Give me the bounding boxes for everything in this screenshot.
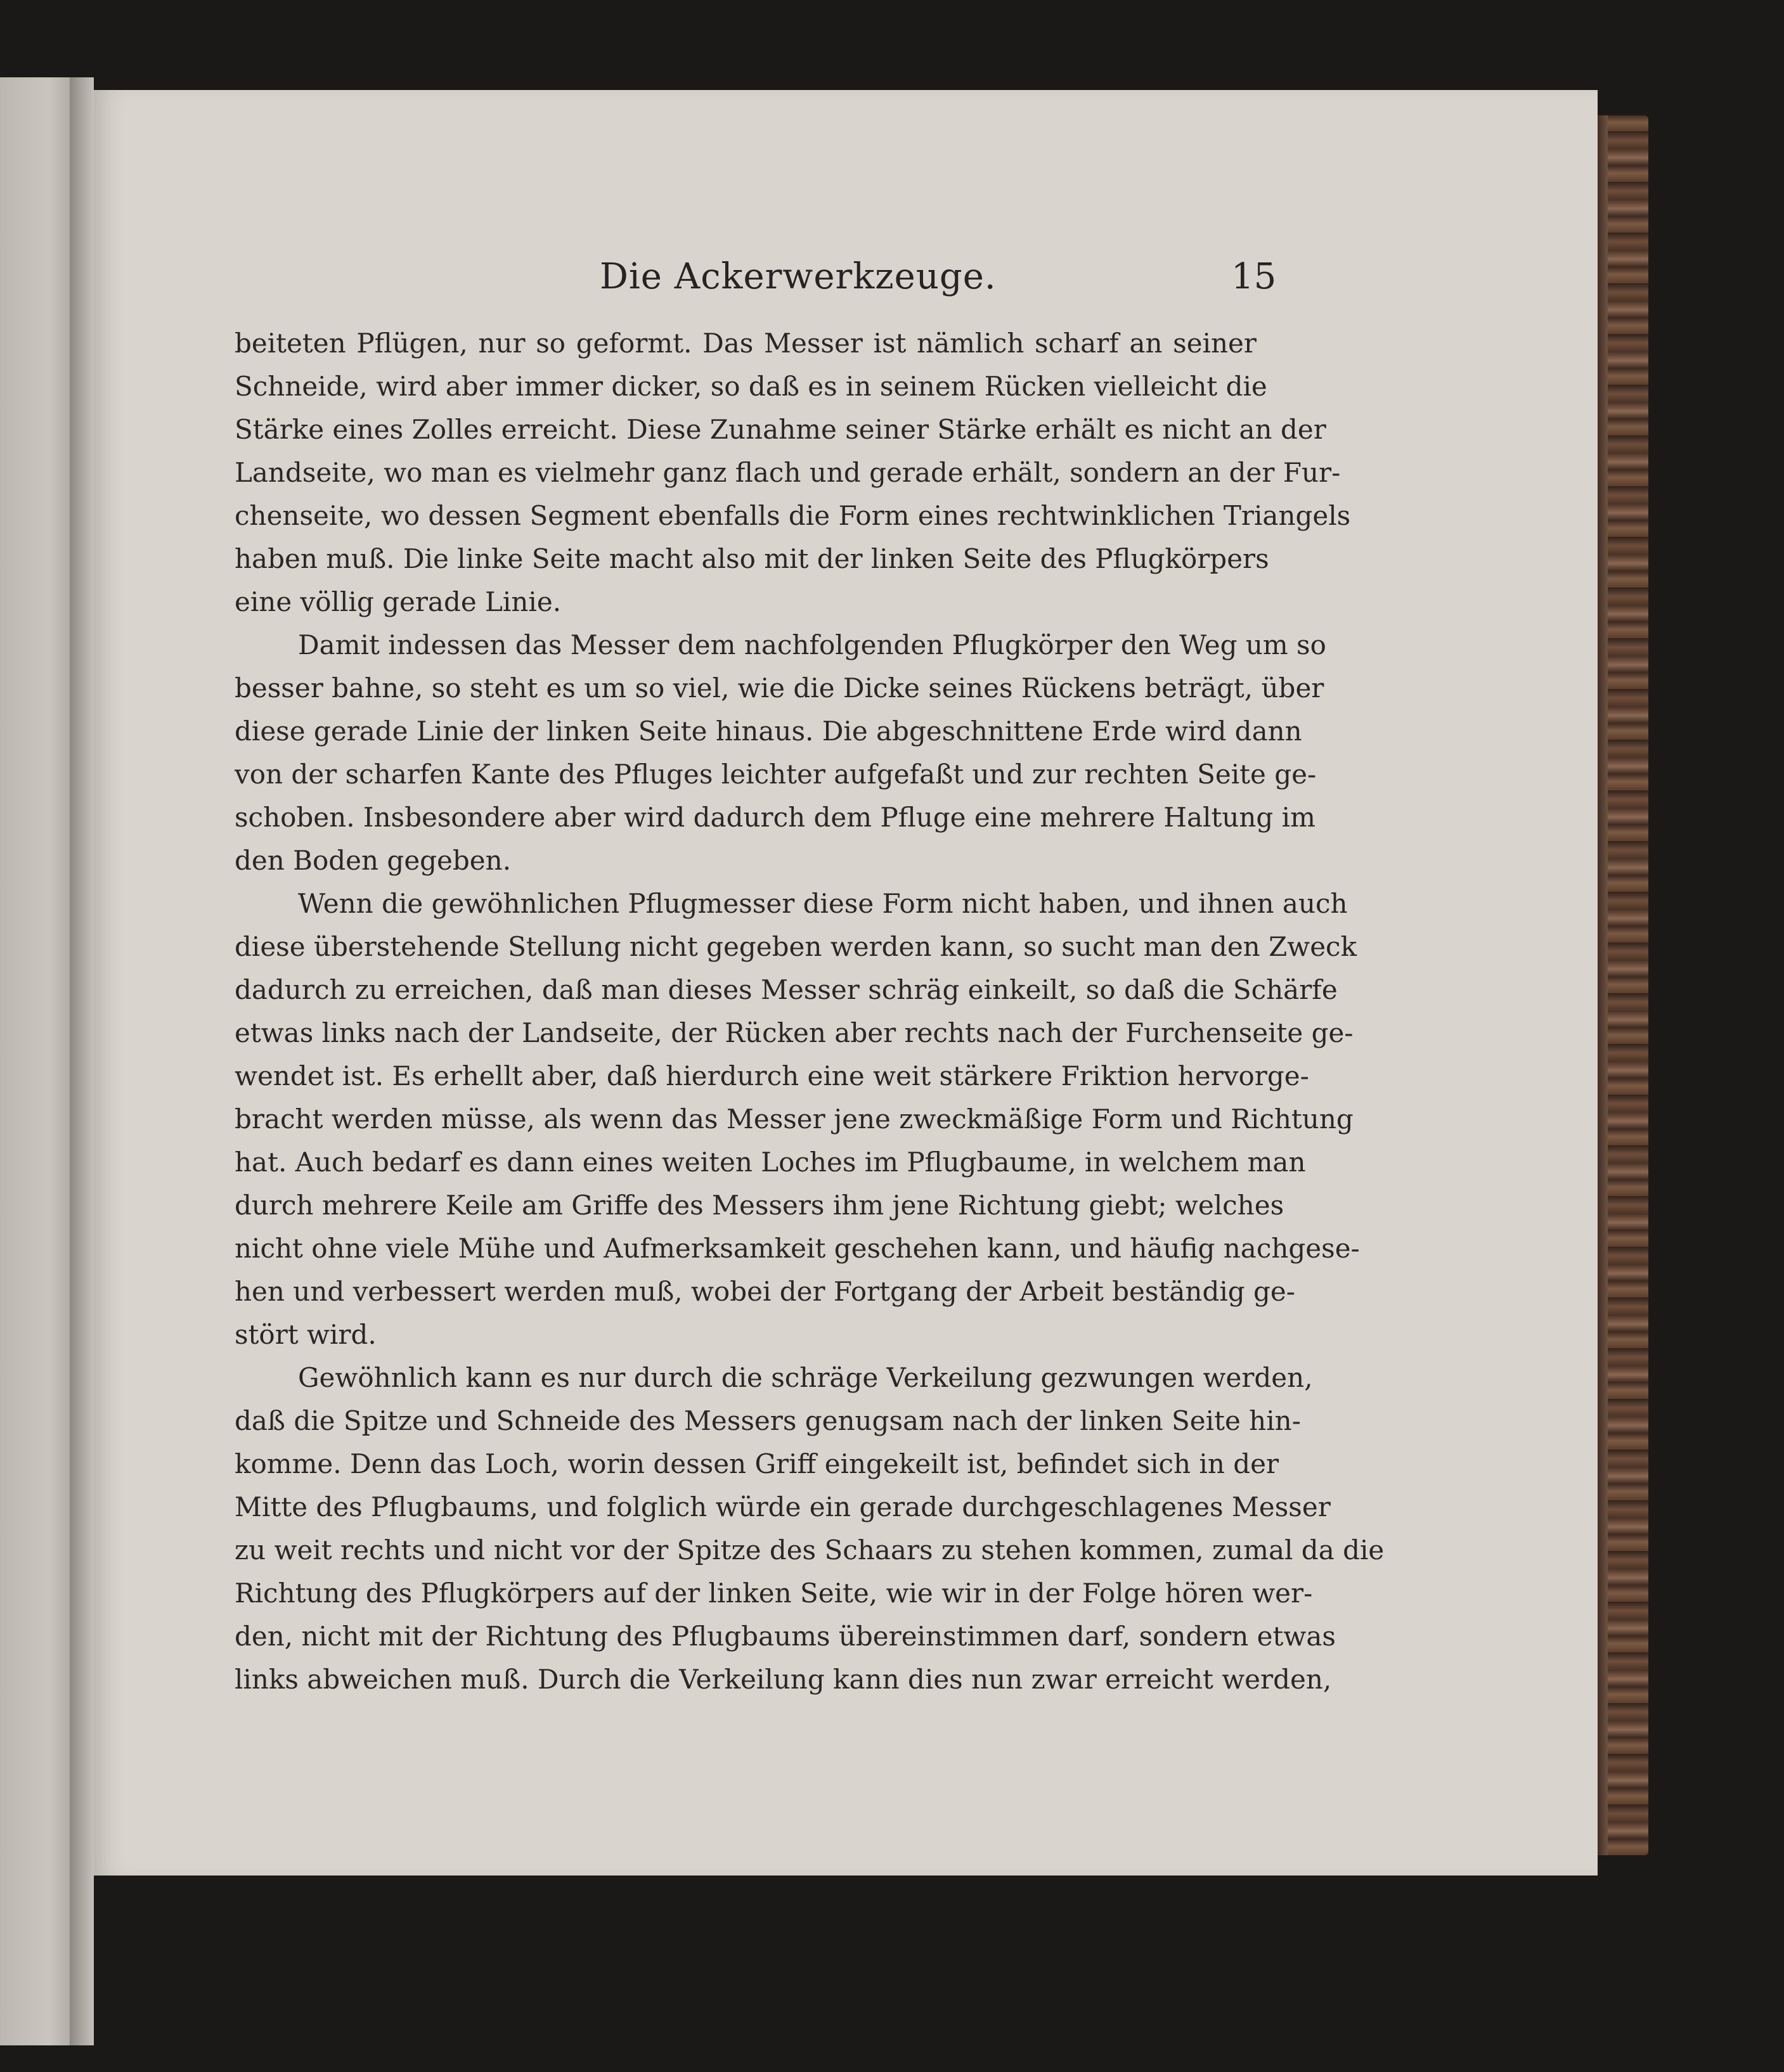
text-line: stört wird.: [235, 1319, 377, 1350]
text-line: schoben. Insbesondere aber wird dadurch dem Pfluge eine mehrere Haltung im: [235, 802, 1315, 833]
text-line: Landseite, wo man es vielmehr ganz flach und gerade erhält, sondern an der Fur-: [235, 457, 1341, 488]
text-line: hen und verbessert werden muß, wobei der Fortgang der Arbeit beständig ge-: [235, 1276, 1295, 1307]
text-line: Richtung des Pflugkörpers auf der linken Seite, wie wir in der Folge hören wer-: [235, 1578, 1313, 1609]
running-head: [94, 256, 1598, 319]
text-line: zu weit rechts und nicht vor der Spitze des Schaars zu stehen kommen, zumal da die: [235, 1535, 1385, 1566]
text-line: den Boden gegeben.: [235, 845, 512, 876]
text-line: besser bahne, so steht es um so viel, wie die Dicke seines Rückens beträgt, über: [235, 672, 1324, 704]
text-line: Mitte des Pflugbaums, und folglich würde ein gerade durchgeschlagenes Messer: [235, 1491, 1331, 1522]
text-line: Stärke eines Zolles erreicht. Diese Zunahme seiner Stärke erhält es nicht an der: [235, 414, 1326, 445]
text-line: Damit indessen das Messer dem nachfolgenden Pflugkörper den Weg um so: [298, 629, 1326, 660]
text-line: etwas links nach der Landseite, der Rücken aber rechts nach der Furchenseite ge-: [235, 1017, 1354, 1048]
text-line: bracht werden müsse, als wenn das Messer jene zweckmäßige Form und Richtung: [235, 1104, 1354, 1135]
text-line: beiteten Pflügen, nur so geformt. Das Messer ist nämlich scharf an seiner: [235, 328, 1257, 359]
text-line: eine völlig gerade Linie.: [235, 586, 562, 617]
body-text: [235, 322, 1385, 1701]
text-line: nicht ohne viele Mühe und Aufmerksamkeit geschehen kann, und häufig nachgese-: [235, 1233, 1360, 1264]
text-line: wendet ist. Es erhellt aber, daß hierdurch eine weit stärkere Friktion hervorge-: [235, 1060, 1309, 1091]
text-line: daß die Spitze und Schneide des Messers genugsam nach der linken Seite hin-: [235, 1405, 1301, 1436]
text-line: durch mehrere Keile am Griffe des Messers ihm jene Richtung giebt; welches: [235, 1190, 1284, 1221]
text-line: den, nicht mit der Richtung des Pflugbaums übereinstimmen darf, sondern etwas: [235, 1621, 1336, 1652]
board-inner-edge: [1596, 115, 1608, 1855]
book-gutter: [70, 77, 94, 2045]
text-line: komme. Denn das Loch, worin dessen Griff eingekeilt ist, befindet sich in der: [235, 1448, 1279, 1479]
text-line: diese gerade Linie der linken Seite hinaus. Die abgeschnittene Erde wird dann: [235, 716, 1302, 747]
running-title: Die Ackerwerkzeuge.: [600, 256, 997, 297]
text-line: Wenn die gewöhnlichen Pflugmesser diese Form nicht haben, und ihnen auch: [298, 888, 1348, 919]
text-line: Schneide, wird aber immer dicker, so daß es in seinem Rücken vielleicht die: [235, 371, 1267, 402]
text-line: haben muß. Die linke Seite macht also mit der linken Seite des Pflugkörpers: [235, 543, 1269, 574]
facing-page-edge: [0, 77, 70, 2045]
text-line: dadurch zu erreichen, daß man dieses Messer schräg einkeilt, so daß die Schärfe: [235, 974, 1338, 1005]
text-line: chenseite, wo dessen Segment ebenfalls die Form eines rechtwinklichen Triangels: [235, 500, 1351, 531]
text-line: links abweichen muß. Durch die Verkeilung kann dies nun zwar erreicht werden,: [235, 1664, 1332, 1695]
text-line: von der scharfen Kante des Pfluges leichter aufgefaßt und zur rechten Seite ge-: [235, 759, 1317, 790]
book-page: [94, 90, 1598, 1876]
text-line: Gewöhnlich kann es nur durch die schräge Verkeilung gezwungen werden,: [298, 1362, 1313, 1393]
page-number: 15: [1231, 256, 1277, 297]
text-line: hat. Auch bedarf es dann eines weiten Loches im Pflugbaume, in welchem man: [235, 1147, 1306, 1178]
text-line: diese überstehende Stellung nicht gegeben werden kann, so sucht man den Zweck: [235, 931, 1357, 962]
